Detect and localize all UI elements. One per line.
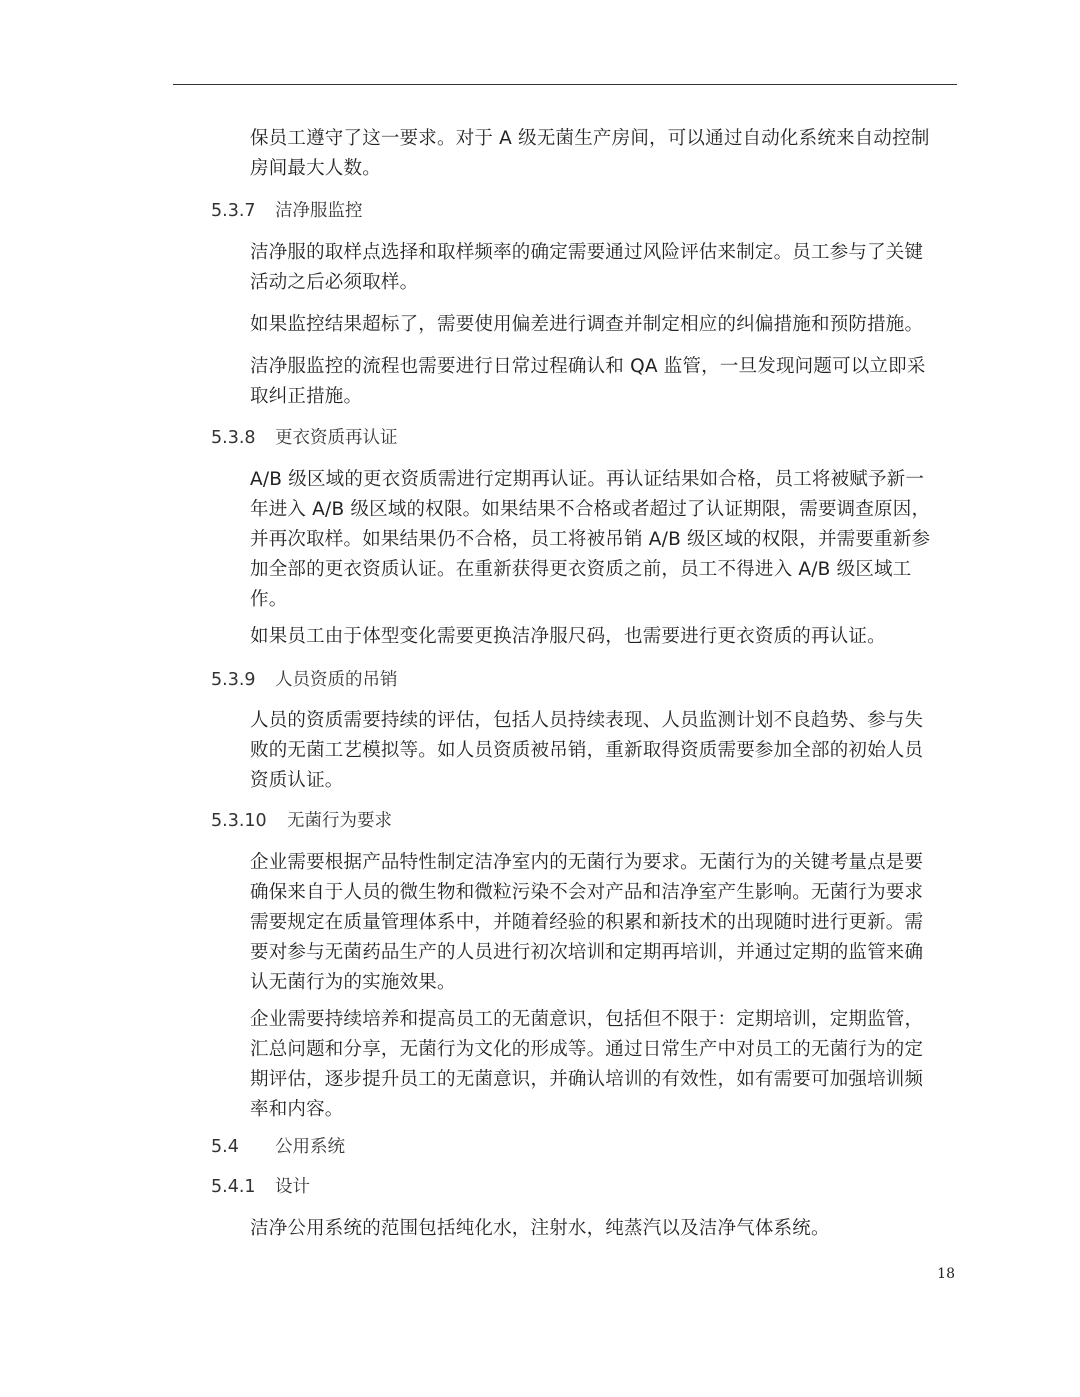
paragraph (250, 238, 962, 298)
section-title: 人员资质的吊销 (275, 670, 398, 690)
paragraph-line: 败的无菌工艺模拟等。如人员资质被吊销，重新取得资质需要参加全部的初始人员 (250, 740, 924, 761)
paragraph-line: 企业需要持续培养和提高员工的无菌意识，包括但不限于：定期培训，定期监管， (250, 1009, 924, 1030)
paragraph-line: 加全部的更衣资质认证。在重新获得更衣资质之前，员工不得进入 A/B 级区域工 (250, 559, 912, 580)
section-heading (211, 424, 398, 452)
section-heading (211, 1173, 310, 1201)
section-title: 洁净服监控 (275, 201, 363, 221)
paragraph-line: 确保来自于人员的微生物和微粒污染不会对产品和洁净室产生影响。无菌行为要求 (250, 882, 924, 903)
paragraph-line: 要对参与无菌药品生产的人员进行初次培训和定期再培训，并通过定期的监管来确 (250, 942, 924, 963)
section-number: 5.3.9 (211, 670, 256, 690)
paragraph-line: 需要规定在质量管理体系中，并随着经验的积累和新技术的出现随时进行更新。需 (250, 912, 924, 933)
paragraph-line: 洁净服监控的流程也需要进行日常过程确认和 QA 监管，一旦发现问题可以立即采 (250, 356, 926, 377)
paragraph (250, 352, 962, 412)
section-heading (211, 807, 392, 835)
section-number: 5.4.1 (211, 1177, 256, 1197)
paragraph-line: 企业需要根据产品特性制定洁净室内的无菌行为要求。无菌行为的关键考量点是要 (250, 852, 924, 873)
section-heading (211, 666, 398, 694)
paragraph (250, 848, 962, 998)
section-title: 更衣资质再认证 (275, 428, 398, 448)
section-title: 设计 (275, 1177, 310, 1197)
paragraph (250, 465, 962, 615)
section-title: 无菌行为要求 (287, 811, 392, 831)
paragraph-line: 如果监控结果超标了，需要使用偏差进行调查并制定相应的纠偏措施和预防措施。 (250, 314, 924, 335)
paragraph-line: 期评估，逐步提升员工的无菌意识，并确认培训的有效性，如有需要可加强培训频 (250, 1069, 924, 1090)
paragraph-line: A/B 级区域的更衣资质需进行定期再认证。再认证结果如合格，员工将被赋予新一 (250, 469, 925, 490)
paragraph-line: 洁净服的取样点选择和取样频率的确定需要通过风险评估来制定。员工参与了关键 (250, 242, 924, 263)
paragraph (250, 1005, 962, 1125)
paragraph-line: 房间最大人数。 (250, 158, 381, 179)
header-rule (173, 84, 957, 85)
paragraph-line: 如果员工由于体型变化需要更换洁净服尺码，也需要进行更衣资质的再认证。 (250, 626, 886, 647)
paragraph-line: 资质认证。 (250, 770, 344, 791)
paragraph-line: 率和内容。 (250, 1099, 344, 1120)
paragraph-line: 年进入 A/B 级区域的权限。如果结果不合格或者超过了认证期限，需要调查原因， (250, 499, 931, 520)
section-heading (211, 1133, 345, 1161)
paragraph-line: 保员工遵守了这一要求。对于 A 级无菌生产房间，可以通过自动化系统来自动控制 (250, 128, 930, 149)
paragraph (250, 310, 962, 340)
paragraph-line: 汇总问题和分享，无菌行为文化的形成等。通过日常生产中对员工的无菌行为的定 (250, 1039, 924, 1060)
section-number: 5.3.8 (211, 428, 256, 448)
paragraph (250, 622, 962, 652)
section-number: 5.3.10 (211, 811, 267, 831)
paragraph-line: 作。 (250, 589, 288, 610)
page-number: 18 (937, 1266, 955, 1282)
section-number: 5.4 (211, 1137, 239, 1157)
paragraph-line: 并再次取样。如果结果仍不合格，员工将被吊销 A/B 级区域的权限，并需要重新参 (250, 529, 931, 550)
paragraph-line: 活动之后必须取样。 (250, 272, 419, 293)
section-heading (211, 197, 363, 225)
paragraph-line: 认无菌行为的实施效果。 (250, 972, 456, 993)
paragraph-line: 取纠正措施。 (250, 386, 363, 407)
paragraph (250, 706, 962, 796)
paragraph (250, 1214, 962, 1244)
section-title: 公用系统 (275, 1137, 345, 1157)
paragraph (250, 124, 962, 184)
paragraph-line: 洁净公用系统的范围包括纯化水，注射水，纯蒸汽以及洁净气体系统。 (250, 1218, 830, 1239)
section-number: 5.3.7 (211, 201, 256, 221)
paragraph-line: 人员的资质需要持续的评估，包括人员持续表现、人员监测计划不良趋势、参与失 (250, 710, 924, 731)
